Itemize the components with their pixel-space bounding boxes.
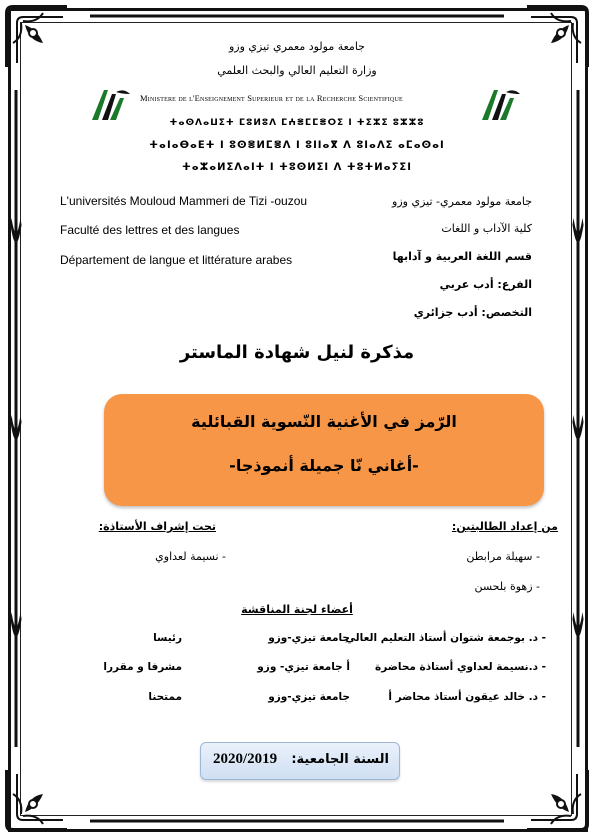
university-name-ar-2: جامعة مولود معمري- تيزي وزو	[392, 195, 532, 208]
jury-member-university: جامعة تيزي-وزو	[268, 691, 350, 703]
jury-member-name: - د.نسيمة لعداوي أستاذة محاضرة	[375, 661, 546, 673]
student-name: - سهيلة مرابطن	[466, 550, 540, 563]
ministry-name-fr: Ministere de l'Enseignement Superieur et de la Recherche Scientifique	[140, 93, 403, 103]
ministry-name-ar: وزارة التعليم العالي والبحث العلمي	[217, 64, 377, 77]
border-ornament-icon	[571, 90, 585, 747]
corner-ornament-icon	[3, 766, 71, 834]
department-name-fr: Département de langue et littérature arabes	[60, 253, 293, 267]
students-label: من إعداد الطالبتين:	[451, 520, 558, 533]
faculty-name-ar: كلية الآداب و اللغات	[441, 222, 532, 235]
department-name-ar: قسم اللغة العربية و آدابها	[392, 250, 532, 263]
student-name: - زهوة بلحسن	[474, 580, 540, 593]
jury-member-name: - د. خالد عيقون أستاذ محاضر أ	[388, 691, 546, 703]
jury-member-role: ممتحنا	[148, 691, 182, 703]
jury-member-role: مشرفا و مقررا	[103, 661, 182, 673]
tifinagh-line-3: ⵜⴰⵣⴰⵍⵉⴷⴰⵏⵜ ⵏ ⵜⵓⵙⵍⵉⵏ ⴷ ⵜⵓⵜⵍⴰⵢⵉⵏ	[182, 162, 412, 173]
university-name-ar: جامعة مولود معمري تيزي وزو	[229, 40, 365, 53]
tifinagh-line-1: ⵜⴰⵙⴷⴰⵡⵉⵜ ⵎⵓⵍⵓⴷ ⵎⵄⴻⵎⵎⴻⵔⵉ ⵏ ⵜⵉⵣⵉ ⵓⵣⵣⵓ	[169, 118, 425, 128]
specialty-ar: التخصص: أدب جزائري	[413, 306, 532, 319]
border-ornament-icon	[90, 9, 504, 23]
jury-member-university: جامعة تيزي-وزو	[268, 632, 350, 644]
academic-year-box	[200, 742, 400, 780]
thesis-subtitle: -أغاني نّا جميلة أنموذجا-	[229, 456, 419, 475]
master-thesis-title: مذكرة لنيل شهادة الماستر	[179, 342, 415, 363]
border-ornament-icon	[9, 90, 23, 747]
jury-label: أعضاء لجنة المناقشة	[241, 603, 353, 616]
supervisor-label: تحت إشراف الأستاذة:	[98, 520, 216, 533]
tifinagh-line-2: ⵜⴰⵏⴰⴱⴰⴹⵜ ⵏ ⵓⵙⴻⵍⵎⴻⴷ ⵏ ⵓⵏⵏⴰⴳ ⴷ ⵓⵏⴰⴷⵉ ⴰⵎⴰⵙⴰⵏ	[149, 140, 445, 151]
thesis-main-title: الرّمز في الأغنية النّسوية القبائلية	[191, 412, 457, 431]
thesis-title-banner	[104, 394, 544, 506]
jury-member-university: أ جامعة تيزي- وزو	[257, 661, 350, 673]
corner-ornament-icon	[523, 3, 591, 71]
university-name-fr: L'universités Mouloud Mammeri de Tizi -ouzou	[60, 194, 308, 208]
branch-ar: الفرع: أدب عربي	[439, 278, 532, 291]
corner-ornament-icon	[523, 766, 591, 834]
jury-member-name: - د. بوجمعة شتوان أستاذ التعليم العالي	[345, 632, 546, 644]
jury-member-role: رئيسا	[153, 632, 182, 644]
academic-year-value: 2020/2019	[213, 751, 278, 767]
border-ornament-icon	[90, 814, 504, 828]
corner-ornament-icon	[3, 3, 71, 71]
academic-year-label: السنة الجامعية:	[291, 752, 389, 767]
supervisor-name: - نسيمة لعداوي	[155, 550, 226, 563]
faculty-name-fr: Faculté des lettres et des langues	[60, 223, 240, 237]
